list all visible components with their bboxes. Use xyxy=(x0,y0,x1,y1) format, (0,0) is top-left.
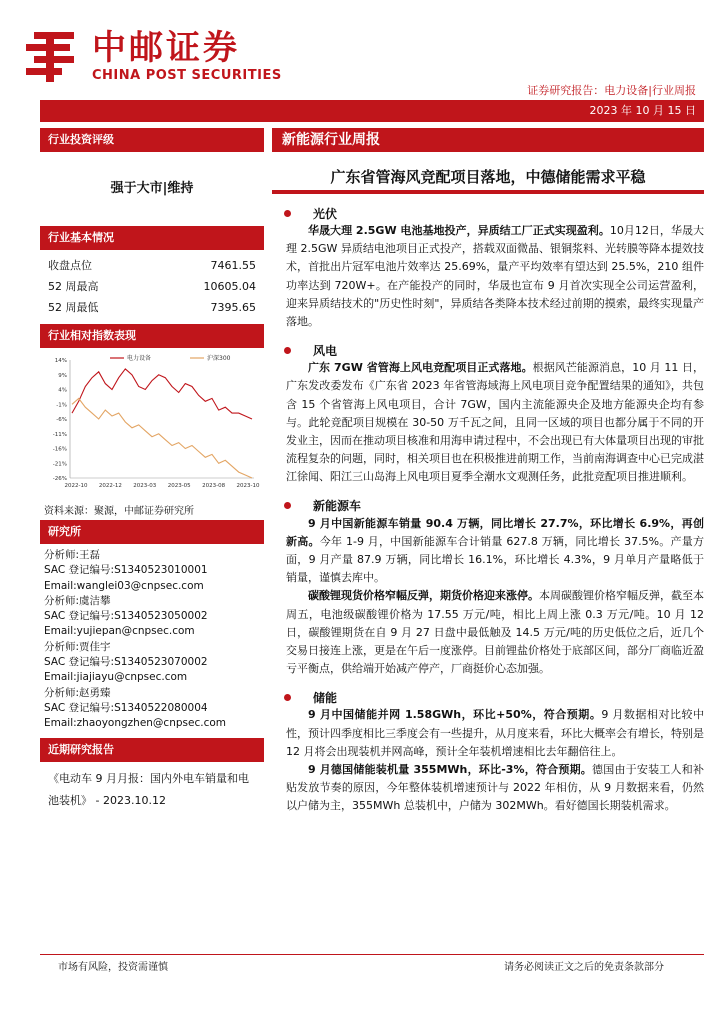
section-heading xyxy=(272,688,704,706)
paragraph-lead: 碳酸锂现货价格窄幅反弹，期货价格迎来涨停。 xyxy=(308,589,539,603)
report-title: 新能源行业周报 xyxy=(272,128,704,152)
x-tick-label: 2023-05 xyxy=(167,483,191,489)
x-tick-label: 2023-03 xyxy=(133,483,157,489)
section-title: 新能源车 xyxy=(313,499,362,514)
recent-report-link[interactable]: 《电动车 9 月月报：国内外电车销量和电池装机》 - 2023.10.12 xyxy=(48,771,249,807)
section-pv xyxy=(272,204,704,331)
basic-value: 7395.65 xyxy=(210,301,256,314)
analyst-line: 分析师:虞洁攀 xyxy=(44,594,111,607)
paragraph-body: 根据风芒能源消息，10 月 11 日，广东发改委发布《广东省 2023 年省管海域海上风电项目竞争配置结果的通知》，共包含 15 个省管海上风电项目，合计 7GW，国内主流能源央企及地方能源央企均有参与。此轮竞配项目规模在 30-50 万千瓦之间，且同一区域的项目也都分属于不同的开发业主，因而在推动项目核准和用海申请过程中，不会出现已有大体量项目出现的审批流程复杂的问题，同时，相关项目也在积极推进前期工作，当前南海调查中心已完成湛江徐闻、阳江三山岛海上风电项目夏季全潮水文观测任务，此批竞配项目推进顺利。 xyxy=(286,361,705,484)
paragraph-body: 德国由于安装工人和补贴发放节奏的原因，今年整体装机增速预计与 2022 年相仿，从 9 月数据来看，仍然以户储为主，355MWh 总装机中，户储为 302MWh。看好德国长期装机需求。 xyxy=(286,763,704,813)
paragraph-lead: 9 月中国新能源车销量 90.4 万辆，同比增长 27.7%，环比增长 6.9%，再创新高。 xyxy=(286,516,704,548)
analyst-line: SAC 登记编号:S1340523070002 xyxy=(44,656,208,669)
brand-name-en: CHINA POST SECURITIES xyxy=(92,68,282,83)
basic-row xyxy=(40,255,264,276)
analyst-line: SAC 登记编号:S1340522080004 xyxy=(44,701,208,714)
analyst-line: 分析师:贾佳宇 xyxy=(44,640,111,653)
paragraph-body: 10月12日，华晟大理 2.5GW 异质结电池项目正式投产，搭载双面微晶、银铜浆料、光转膜等降本提效技术，首批出片冠军电池片效率达 25.69%，量产平均效率有望达到 25.5%，210 组件功率达到 720W+。在产能投产的同时，华晟也宣布 9 月首次实现全公司运营盈利，迎来异质结技术的"历史性时刻"，异质结各类降本技术经过前期的摸索，最终实现量产落地。 xyxy=(286,224,704,329)
section-title: 风电 xyxy=(313,343,338,358)
data-source: 资料来源：聚源，中邮证券研究所 xyxy=(44,506,194,517)
footer-divider xyxy=(40,954,704,955)
x-tick-label: 2023-08 xyxy=(202,483,226,489)
footer-disclaimer: 请务必阅读正文之后的免责条款部分 xyxy=(504,962,664,973)
basic-label: 52 周最低 xyxy=(48,301,99,314)
analyst-line[interactable]: Email:jiajiayu@cnpsec.com xyxy=(44,671,188,684)
line-chart-svg xyxy=(40,348,264,498)
paragraph xyxy=(272,706,704,761)
basic-row xyxy=(40,297,264,318)
section-title: 储能 xyxy=(313,690,338,705)
basic-label: 收盘点位 xyxy=(48,259,92,272)
main-content xyxy=(272,128,704,816)
report-date: 2023 年 10 月 15 日 xyxy=(40,100,704,122)
analyst-line: SAC 登记编号:S1340523010001 xyxy=(44,564,208,577)
section-wind xyxy=(272,341,704,486)
section-heading xyxy=(272,204,704,222)
footer-risk-note: 市场有风险，投资需谨慎 xyxy=(58,962,168,973)
paragraph-lead: 华晟大理 2.5GW 电池基地投产，异质结工厂正式实现盈利。 xyxy=(308,224,610,237)
brand-name-cn: 中邮证券 xyxy=(92,28,240,68)
relative-index-chart xyxy=(40,348,264,498)
legend-label: 沪深300 xyxy=(207,355,231,362)
paragraph xyxy=(272,359,704,486)
paragraph-lead: 9 月德国储能装机量 355MWh，环比-3%，符合预期。 xyxy=(308,763,593,777)
paragraph-body: 本周碳酸锂价格窄幅反弹，截至本周五，电池级碳酸锂价格为 17.55 万元/吨，相比上周上涨 0.3 万元/吨。10 月 12 日，碳酸锂期货在自 9 月 27 日盘中最低触及 14.5 万元/吨的历史低位之后，近几个交易日接连上涨，更是在午后一度涨停。目前锂盐价格处于底部区间，部分厂商临近盈亏平衡点，供给端开始减产停产，厂商挺价心态加强。 xyxy=(286,589,704,676)
section-heading xyxy=(272,341,704,359)
y-tick-label: -11% xyxy=(52,431,67,438)
headline: 广东省管海风竞配项目落地，中德储能需求平稳 xyxy=(272,166,704,194)
analyst-line: SAC 登记编号:S1340523050002 xyxy=(44,610,208,623)
paragraph xyxy=(272,222,704,331)
rating-header: 行业投资评级 xyxy=(40,128,264,152)
report-type: 证券研究报告：电力设备|行业周报 xyxy=(527,84,696,97)
basic-info-table xyxy=(40,250,264,318)
analyst-line[interactable]: Email:yujiepan@cnpsec.com xyxy=(44,625,195,638)
paragraph xyxy=(272,587,704,678)
analyst-line: 分析师:王磊 xyxy=(44,549,101,561)
y-tick-label: -16% xyxy=(52,446,67,453)
y-tick-label: 4% xyxy=(58,387,67,394)
section-storage xyxy=(272,688,704,815)
series-line-1 xyxy=(72,398,252,478)
x-tick-label: 2022-10 xyxy=(64,483,88,489)
china-post-logo xyxy=(20,24,82,86)
y-tick-label: 14% xyxy=(54,358,67,364)
basic-value: 10605.04 xyxy=(203,280,256,293)
basic-value: 7461.55 xyxy=(210,259,256,272)
bullet-icon xyxy=(284,210,291,217)
analyst-line[interactable]: Email:zhaoyongzhen@cnpsec.com xyxy=(44,717,226,730)
section-title: 光伏 xyxy=(313,206,338,221)
recent-reports-header: 近期研究报告 xyxy=(40,738,264,762)
industry-rating: 强于大市|维持 xyxy=(110,181,194,196)
y-tick-label: -26% xyxy=(52,476,67,482)
paragraph-lead: 广东 7GW 省管海上风电竞配项目正式落地。 xyxy=(308,361,533,375)
analyst-list xyxy=(40,544,264,736)
y-tick-label: -21% xyxy=(52,461,67,468)
paragraph xyxy=(272,761,704,816)
y-tick-label: -6% xyxy=(56,417,67,423)
paragraph-body: 今年 1-9 月，中国新能源车合计销量 627.8 万辆，同比增长 37.5%。产量方面，9 月产量 87.9 万辆，同比增长 16.1%，环比增长 4.3%，9 月单月产量略低于销量，谨慎去库中。 xyxy=(286,534,705,585)
x-tick-label: 2022-12 xyxy=(98,483,122,489)
paragraph xyxy=(272,515,704,588)
analyst-header: 研究所 xyxy=(40,520,264,544)
sidebar xyxy=(40,128,264,818)
paragraph-body: 9 月数据相对比较中性，预计四季度相比三季度会有一些提升，从月度来看，环比大概率会有增长，特别是 12 月将会出现装机并网高峰，预计全年装机增速相比去年翻倍往上。 xyxy=(286,708,704,758)
analyst-line: 分析师:赵勇臻 xyxy=(44,686,111,699)
y-tick-label: -1% xyxy=(56,402,67,409)
basic-info-header: 行业基本情况 xyxy=(40,226,264,250)
legend-label: 电力设备 xyxy=(127,355,152,362)
x-tick-label: 2023-10 xyxy=(236,483,260,489)
bullet-icon xyxy=(284,694,291,701)
y-tick-label: 9% xyxy=(58,372,67,379)
bullet-icon xyxy=(284,502,291,509)
relative-index-header: 行业相对指数表现 xyxy=(40,324,264,348)
bullet-icon xyxy=(284,347,291,354)
basic-label: 52 周最高 xyxy=(48,280,99,293)
paragraph-lead: 9 月中国储能并网 1.58GWh，环比+50%，符合预期。 xyxy=(308,708,602,722)
section-heading xyxy=(272,497,704,515)
basic-row xyxy=(40,276,264,297)
series-line-0 xyxy=(72,369,252,419)
analyst-line[interactable]: Email:wanglei03@cnpsec.com xyxy=(44,579,204,592)
section-nev xyxy=(272,497,704,679)
